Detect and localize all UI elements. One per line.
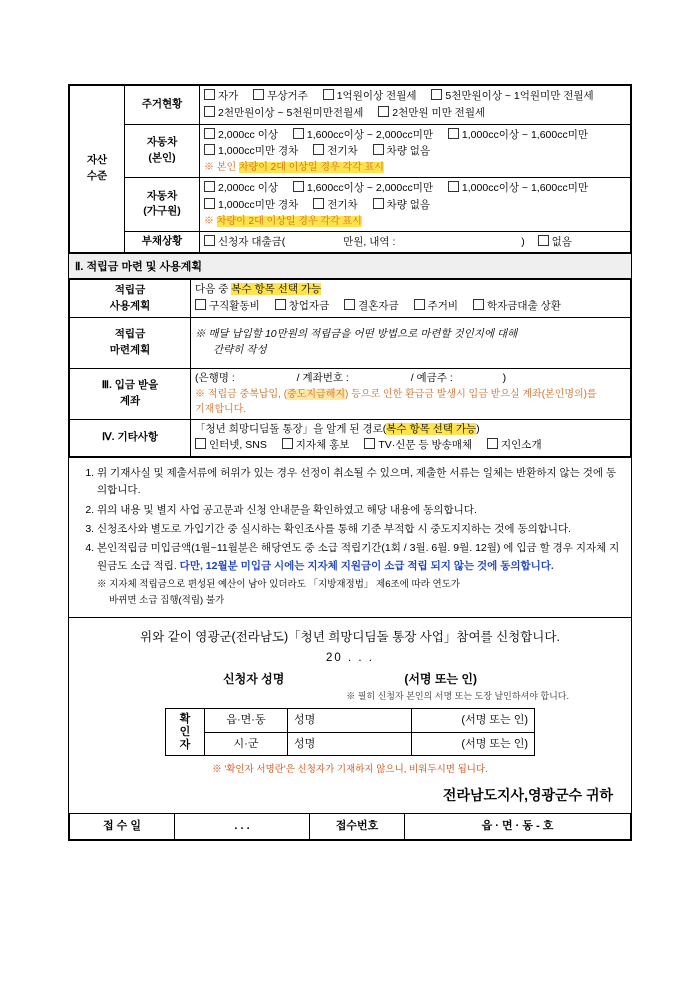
car-option[interactable]: 1,000cc이상 ~ 1,600cc미만 [448, 127, 588, 144]
bank-name-label: (은행명 : [195, 371, 235, 384]
checkbox-icon[interactable] [253, 89, 264, 100]
checkbox-icon[interactable] [414, 299, 425, 310]
asset-group-label [70, 86, 125, 253]
account-note-line2: 기재합니다. [195, 403, 247, 415]
apply-statement: 위와 같이 영광군(전라남도)「청년 희망디딤돌 통장 사업」참여를 신청합니다. [140, 630, 560, 645]
car-option[interactable]: 차량 없음 [373, 197, 431, 214]
checkbox-icon[interactable] [204, 106, 215, 117]
account-fields [191, 368, 631, 419]
etc-option[interactable]: 지인소개 [487, 437, 542, 454]
checkbox-icon[interactable] [473, 299, 484, 310]
etc-intro: 「청년 희망디딤돌 통장」을 알게 된 경로(복수 항목 선택 가능) [195, 422, 480, 435]
agreement-item: 1. 위 기재사실 및 제출서류에 허위가 있는 경우 선정이 취소될 수 있으며, 제출한 서류는 일체는 반환하지 않는 것에 동의합니다. [97, 465, 623, 500]
agreement-item: 2. 위의 내용 및 별지 사업 공고문과 신청 안내문을 확인하였고 해당 내용에 동의합니다. [97, 502, 623, 519]
debt-row [70, 231, 631, 253]
receipt-no-label: 접수번호 [310, 814, 405, 840]
use-plan-option[interactable]: 구직활동비 [195, 298, 260, 315]
car-option[interactable]: 1,000cc미만 경차 [204, 197, 298, 214]
housing-option[interactable]: 2천만원이상 ~ 5천원미만전월세 [204, 105, 363, 122]
checkbox-icon[interactable] [275, 299, 286, 310]
raise-plan-row [70, 317, 631, 368]
checkbox-icon[interactable] [364, 438, 375, 449]
asset-group-label-line2: 수준 [86, 170, 108, 183]
checkbox-icon[interactable] [293, 181, 304, 192]
etc-option[interactable]: 지자체 홍보 [282, 437, 350, 454]
agreement-item-4-sub2: 바뀌면 소급 집행(적립) 불가 [109, 594, 225, 606]
raise-plan-input[interactable] [191, 317, 631, 368]
etc-row [70, 419, 631, 457]
confirmer-name-label: 성명 [288, 709, 412, 733]
section2-heading: Ⅱ. 적립금 마련 및 사용계획 [69, 253, 631, 279]
use-plan-row [70, 280, 631, 318]
car-option[interactable]: 전기차 [313, 143, 357, 160]
account-field-line[interactable]: (은행명 : / 계좌번호 : / 예금주 : ) [195, 371, 507, 384]
confirmer-table [165, 708, 535, 756]
receipt-no-value[interactable]: 읍 · 면 · 동 - 호 [405, 814, 631, 840]
car-option[interactable]: 1,600cc이상 ~ 2,000cc미만 [293, 180, 433, 197]
checkbox-icon[interactable] [195, 299, 206, 310]
use-plan-option[interactable]: 창업자금 [275, 298, 330, 315]
car-self-note: ※ 본인 차량이 2대 이상일 경우 각각 표시 [204, 162, 384, 173]
confirmer-vertical-label: 확 인 자 [166, 709, 205, 756]
car-self-options [200, 124, 631, 178]
addressee-line: 전라남도지사,영광군수 귀하 [442, 787, 613, 804]
footer-row [70, 814, 631, 840]
checkbox-icon[interactable] [538, 235, 549, 246]
use-plan-label: 적립금 사용계획 [70, 280, 191, 318]
confirmer-row [166, 709, 535, 733]
debt-option-none[interactable]: 없음 [538, 234, 572, 251]
debt-label: 부채상황 [125, 231, 200, 253]
checkbox-icon[interactable] [204, 235, 215, 246]
car-self-note-highlight: 차량이 2대 이상일 경우 각각 표시 [238, 162, 384, 173]
agreement-item-4-emphasis: 다만, 12월분 미입금 시에는 지자체 지원금이 소급 적립 되지 않는 것에 동의합니다. [179, 559, 554, 572]
debt-option-loan[interactable]: 신청자 대출금( [204, 234, 285, 251]
footer-table [69, 813, 631, 840]
checkbox-icon[interactable] [373, 144, 384, 155]
agreement-list [77, 465, 623, 608]
car-option[interactable]: 전기차 [313, 197, 357, 214]
raise-plan-hint-line1: ※ 매달 납입할 10만원의 적립금을 어떤 방법으로 마련할 것인지에 대해 [195, 328, 518, 340]
car-self-row [70, 124, 631, 178]
car-self-line1 [204, 127, 626, 144]
etc-option[interactable]: TV·신문 등 방송매체 [364, 437, 472, 454]
car-option[interactable]: 2,000cc 이상 [204, 127, 278, 144]
car-household-note-highlight: 차량이 2대 이상일 경우 각각 표시 [216, 215, 362, 227]
housing-options-line1 [204, 88, 626, 105]
etc-label: Ⅳ. 기타사항 [70, 419, 191, 457]
housing-options-line2 [204, 105, 626, 122]
account-note-highlight: 중도지급해지 [287, 388, 346, 400]
checkbox-icon[interactable] [378, 106, 389, 117]
receipt-date-value[interactable]: . . . [175, 814, 310, 840]
checkbox-icon[interactable] [293, 128, 304, 139]
car-option[interactable]: 차량 없음 [373, 143, 431, 160]
car-household-note: ※ 차량이 2대 이상일 경우 각각 표시 [204, 215, 362, 227]
confirmer-row [166, 732, 535, 756]
checkbox-icon[interactable] [448, 128, 459, 139]
application-form [68, 84, 632, 841]
raise-plan-label: 적립금 마련계획 [70, 317, 191, 368]
etc-intro-highlight: 복수 항목 선택 가능 [386, 422, 477, 435]
car-option[interactable]: 2,000cc 이상 [204, 180, 278, 197]
applicant-sign-label[interactable]: (서명 또는 인) [404, 672, 477, 687]
checkbox-icon[interactable] [195, 438, 206, 449]
checkbox-icon[interactable] [487, 438, 498, 449]
housing-row [70, 86, 631, 125]
agreement-item-4-sub1: ※ 지자체 적립금으로 편성된 예산이 남아 있더라도 「지방재정법」 제6조에 따라 연도가 [97, 578, 461, 590]
checkbox-icon[interactable] [204, 144, 215, 155]
applicant-sign-note: ※ 필히 신청자 본인의 서명 또는 도장 날인하셔야 합니다. [346, 691, 569, 702]
confirmer-org: 시·군 [205, 732, 288, 756]
debt-close-paren: ) [521, 235, 525, 248]
car-household-line1 [204, 180, 626, 197]
etc-options [191, 419, 631, 457]
car-household-line2 [204, 197, 626, 214]
account-label: Ⅲ. 입금 받을 계좌 [70, 368, 191, 419]
car-household-options [200, 178, 631, 232]
account-row [70, 368, 631, 419]
checkbox-icon[interactable] [373, 198, 384, 209]
use-plan-option[interactable]: 학자금대출 상환 [473, 298, 561, 315]
section2-table [69, 279, 631, 457]
checkbox-icon[interactable] [344, 299, 355, 310]
car-household-label: 자동차 (가구원) [125, 178, 200, 232]
asset-table [69, 85, 631, 253]
checkbox-icon[interactable] [204, 89, 215, 100]
asset-group-label-line1: 자산 [86, 154, 108, 167]
receipt-date-label: 접 수 일 [70, 814, 175, 840]
confirmer-org: 읍·면·동 [205, 709, 288, 733]
checkbox-icon[interactable] [431, 89, 442, 100]
etc-option-list [195, 437, 626, 454]
confirmer-block [69, 706, 631, 758]
car-self-line2 [204, 143, 626, 160]
checkbox-icon[interactable] [204, 198, 215, 209]
account-holder-label: / 예금주 : [410, 371, 453, 384]
agreement-item: 3. 신청조사와 별도로 가입기간 중 실시하는 확인조사를 통해 기준 부적합 시 중도지지하는 것에 동의합니다. [97, 521, 623, 538]
debt-detail-label: 만원, 내역 : [343, 235, 396, 248]
raise-plan-hint-line2: 간략히 작성 [213, 343, 267, 356]
checkbox-icon[interactable] [313, 198, 324, 209]
confirmer-sign-label[interactable]: (서명 또는 인) [412, 709, 535, 733]
housing-option[interactable]: 무상거주 [253, 88, 308, 105]
checkbox-icon[interactable] [313, 144, 324, 155]
housing-option[interactable]: 1억원이상 전월세 [323, 88, 417, 105]
car-option[interactable]: 1,000cc미만 경차 [204, 143, 298, 160]
use-plan-option[interactable]: 결혼자금 [344, 298, 399, 315]
account-number-label: / 계좌번호 : [296, 371, 349, 384]
housing-option[interactable]: 2천만원 미만 전월세 [378, 105, 485, 122]
agreement-item-4: 4. 본인적립금 미입금액(1월~11월분은 해당연도 중 소급 적립기간(1회 / 3월. 6월. 9월. 12월) 에 입금 할 경우 지자체 지원금도 소급 적립. 다만, 12월분 미입금 시에는 지자체 지원금이 소급 적립 되지 않는 것에 동의합니다. ※ 지자체 적립금으로 편성된 예산이 남아 있더라도 「지방재정법」 제6조에 따라 연도가 바뀌면 소급 집행(적립) 불가 [97, 540, 623, 608]
housing-option[interactable]: 자가 [204, 88, 238, 105]
etc-option[interactable]: 인터넷, SNS [195, 437, 267, 454]
checkbox-icon[interactable] [448, 181, 459, 192]
car-option[interactable]: 1,600cc이상 ~ 2,000cc미만 [293, 127, 433, 144]
car-household-row [70, 178, 631, 232]
agreement-block [69, 457, 631, 617]
debt-options [200, 231, 631, 253]
car-self-label: 자동차 (본인) [125, 124, 200, 178]
checkbox-icon[interactable] [204, 128, 215, 139]
use-plan-intro: 다음 중 복수 항목 선택 가능 [195, 283, 322, 296]
apply-date[interactable]: 20 . . . [326, 652, 374, 665]
declaration-block [69, 617, 631, 813]
use-plan-option-list [195, 298, 626, 315]
use-plan-options [191, 280, 631, 318]
housing-options [200, 86, 631, 125]
use-plan-option[interactable]: 주거비 [414, 298, 458, 315]
housing-label: 주거현황 [125, 86, 200, 125]
checkbox-icon[interactable] [204, 181, 215, 192]
use-plan-intro-highlight: 복수 항목 선택 가능 [231, 283, 322, 296]
applicant-name-label: 신청자 성명 [223, 672, 285, 687]
car-option[interactable]: 1,000cc이상 ~ 1,600cc미만 [448, 180, 588, 197]
applicant-sign-row [69, 666, 631, 687]
housing-option[interactable]: 5천만원이상 ~ 1억원미만 전월세 [431, 88, 593, 105]
checkbox-icon[interactable] [282, 438, 293, 449]
confirmer-note: ※ '확인자 서명란'은 신청자가 기재하지 않으니, 비워두시면 됩니다. [212, 764, 488, 776]
confirmer-sign-label[interactable]: (서명 또는 인) [412, 732, 535, 756]
confirmer-name-label: 성명 [288, 732, 412, 756]
checkbox-icon[interactable] [323, 89, 334, 100]
account-note: ※ 적립금 중복납입, (중도지급해지) 등으로 인한 환급금 발생시 입금 받으실 계좌(본인명의)를 [195, 388, 597, 400]
